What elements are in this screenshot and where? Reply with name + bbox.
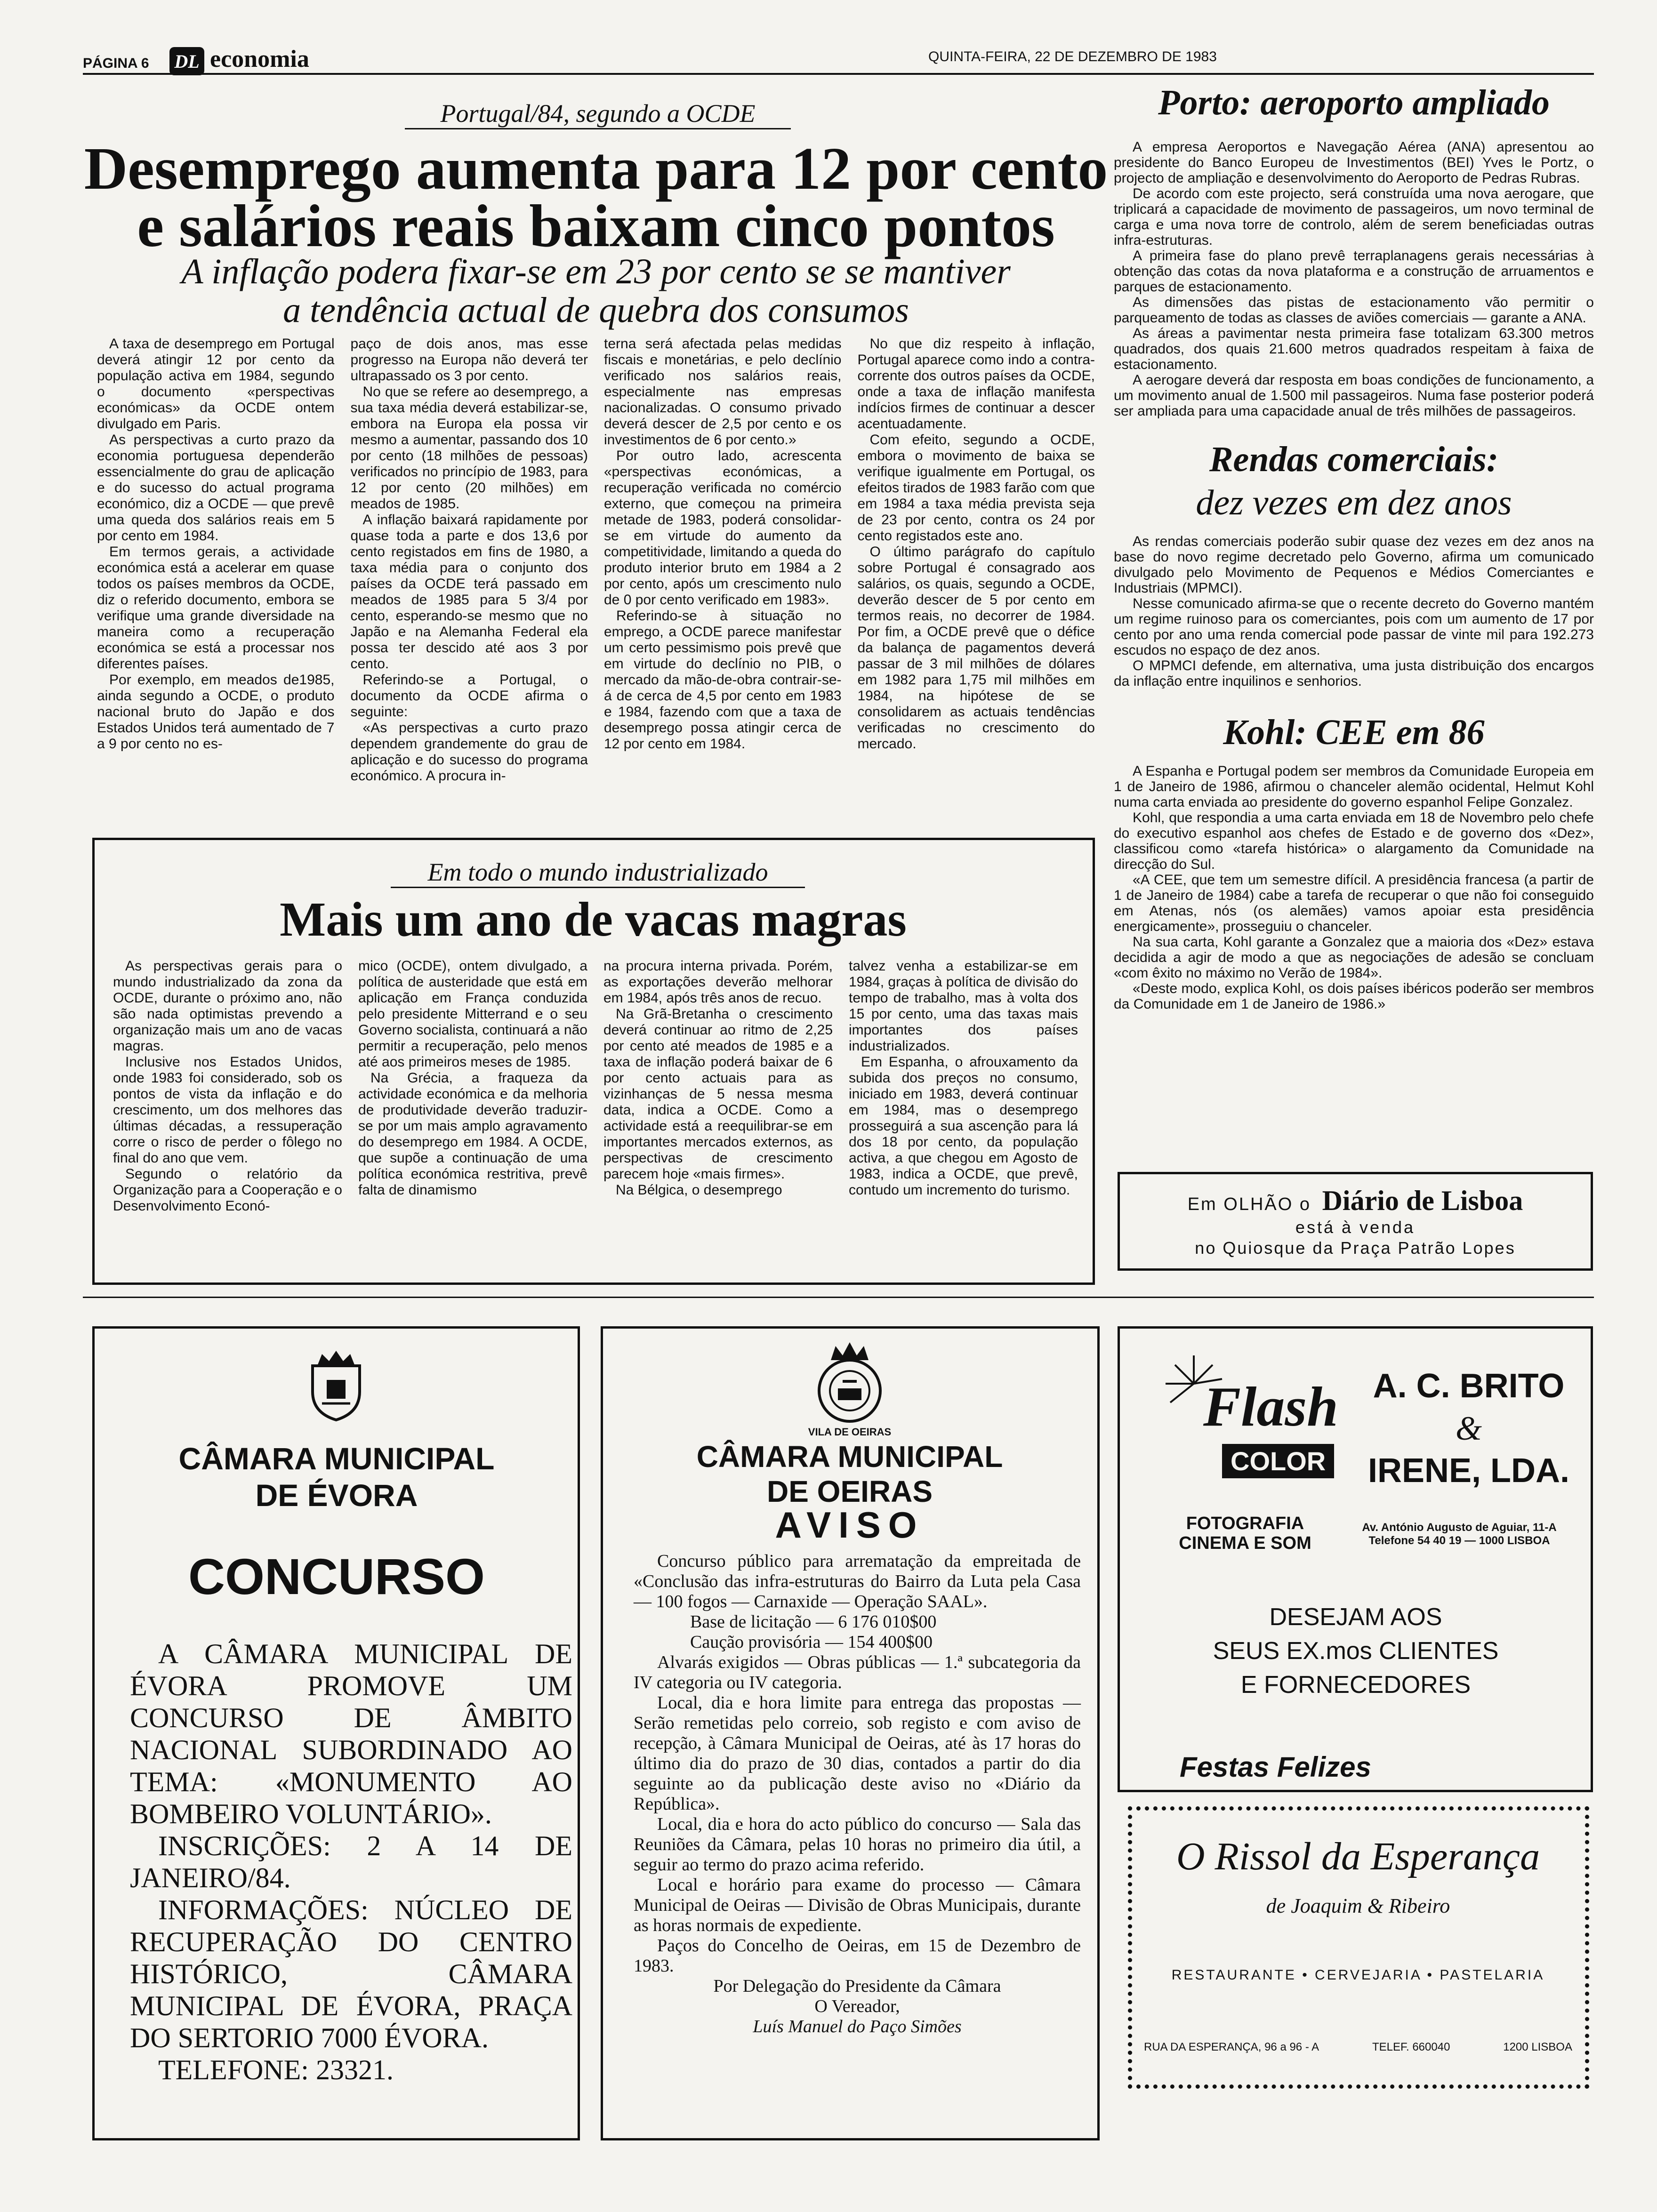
paragraph: Nesse comunicado afirma-se que o recente decreto do Governo mantém um regime ruinoso para os comerciantes, pois com um aumento de 17 por cento por ano uma renda comercial pode passar de vinte mil para 192.273 escudos no espaço de dez anos. [1114, 596, 1594, 658]
world-col-1 [113, 958, 342, 1278]
paragraph: Alvarás exigidos — Obras públicas — 1.ª subcategoria da IV categoria ou IV categoria. [634, 1652, 1081, 1692]
rissol-phone: TELEF. 660040 [1372, 2041, 1450, 2053]
flash-color-logo [1166, 1355, 1344, 1497]
oeiras-seal-text: VILA DE OEIRAS [808, 1426, 892, 1438]
header-rule [83, 73, 1594, 75]
section-title: economia [210, 46, 309, 72]
oeiras-body [634, 1551, 1081, 2037]
paragraph: Local, dia e hora do acto público do concurso — Sala das Reuniões da Câmara, pelas 10 horas no primeiro dia útil, a seguir ao termo do prazo acima referido. [634, 1814, 1081, 1875]
paragraph: Por outro lado, acrescenta «perspectivas económicas, a recuperação verificada no comércio externo, que começou na primeira metade de 1983, poderá consolidar-se em virtude do aumento da competitividade, limitando a queda do produto interior bruto em 1984 a 2 por cento, após um crescimento nulo de 0 por cento verificado em 1983». [604, 448, 842, 608]
olhao-prefix: Em OLHÃO o [1187, 1194, 1311, 1214]
olhao-line-1 [1120, 1185, 1591, 1217]
brito-address [1327, 1521, 1591, 1547]
brito-name-2: IRENE, LDA. [1367, 1452, 1570, 1490]
brito-amp: & [1455, 1410, 1482, 1447]
olhao-line-3: no Quiosque da Praça Patrão Lopes [1195, 1238, 1516, 1258]
paragraph: As dimensões das pistas de estacionamento vão permitir o parqueamento de todas as classes de aviões comerciais — garante a ANA. [1114, 295, 1594, 326]
rendas-headline-1: Rendas comerciais: [1209, 440, 1499, 479]
paragraph: Local e horário para exame do processo — Câmara Municipal de Oeiras — Divisão de Obras Municipais, durante as horas normais de expediente. [634, 1875, 1081, 1935]
porto-headline: Porto: aeroporto ampliado [1158, 83, 1550, 122]
paragraph: A aerogare deverá dar resposta em boas condições de funcionamento, a um movimento anual de 1.500 mil passageiros. Numa fase posterior poderá ser ampliada para uma capacidade anual de três milhões de passageiros. [1114, 372, 1594, 419]
flash-logo-text: Flash [1203, 1375, 1338, 1438]
brito-wish-1: DESEJAM AOS [1269, 1603, 1442, 1631]
main-deck-2: a tendência actual de quebra dos consumos [283, 290, 909, 330]
paragraph: na procura interna privada. Porém, as exportações deverão melhorar em 1984, após três anos de recuo. [603, 958, 833, 1006]
paragraph: A CÂMARA MUNICIPAL DE ÉVORA PROMOVE UM CONCURSO DE ÂMBITO NACIONAL SUBORDINADO AO TEMA: «MONUMENTO AO BOMBEIRO VOLUNTÁRIO». [130, 1638, 572, 1829]
paragraph: Referindo-se a Portugal, o documento da OCDE afirma o seguinte: [350, 672, 588, 720]
evora-title [104, 1440, 570, 1514]
paragraph: INFORMAÇÕES: NÚCLEO DE RECUPERAÇÃO DO CENTRO HISTÓRICO, CÂMARA MUNICIPAL DE ÉVORA, PRAÇA DO SERTORIO 7000 ÉVORA. [130, 1894, 572, 2053]
paragraph: terna será afectada pelas medidas fiscais e monetárias, e pelo declínio verificado nos salários reais, especialmente nas empresas nacionalizadas. O consumo privado deverá descer de 2,5 por cento e os investimentos de 6 por cento.» [604, 336, 842, 448]
paragraph: mico (OCDE), ontem divulgado, a política de austeridade que está em aplicação em França conduzida pelo presidente Mitterrand e o seu Governo socialista, continuará a não permitir a recuperação, pelo menos até aos primeiros meses de 1985. [358, 958, 587, 1070]
paragraph: A primeira fase do plano prevê terraplanagens gerais necessárias à obtenção das cotas da nova plataforma e a construção de arruamentos e parques de estacionamento. [1114, 248, 1594, 295]
world-col-2 [358, 958, 587, 1278]
paragraph: A taxa de desemprego em Portugal deverá atingir 12 por cento da população activa em 1984, segundo o documento «perspectivas económicas» da OCDE ontem divulgado em Paris. [97, 336, 335, 432]
rendas-body [1114, 534, 1594, 689]
kohl-body [1114, 763, 1594, 1012]
main-col-2 [351, 336, 588, 840]
main-kicker-text: Portugal/84, segundo a OCDE [440, 99, 756, 128]
paragraph: Concurso público para arrematação da empreitada de «Conclusão das infra-estruturas do Bairro da Luta pela Casa — 100 fogos — Carnaxide — Operação SAAL». [634, 1551, 1081, 1611]
paragraph: As rendas comerciais poderão subir quase dez vezes em dez anos na base do novo regime decretado pelo Governo, afirma um comunicado divulgado pelo Movimento de Pequenos e Médios Comerciantes e Industriais (MPMCI). [1114, 534, 1594, 596]
paragraph: Local, dia e hora limite para entrega das propostas — Serão remetidas pelo correio, sob registo e com aviso de recepção, à Câmara Municipal de Oeiras, até às 17 horas do último dia do prazo de 30 dias, contados a partir do dia seguinte ao da publicação deste aviso no «Diário da República». [634, 1693, 1081, 1814]
paragraph: «Deste modo, explica Kohl, os dois países ibéricos poderão ser membros da Comunidade em 1 de Janeiro de 1986.» [1114, 981, 1594, 1012]
oeiras-title-2: DE OEIRAS [766, 1475, 933, 1508]
paragraph: Inclusive nos Estados Unidos, onde 1983 foi considerado, sob os pontos de vista da inflação e do crescimento, um dos melhores das últimas décadas, a ressuperação corre o risco de perder o fôlego no final do ano que vem. [113, 1054, 342, 1166]
brito-address-2: Telefone 54 40 19 — 1000 LISBOA [1368, 1534, 1550, 1547]
rendas-headline-2: dez vezes em dez anos [1196, 483, 1512, 522]
main-headline-2: e salários reais baixam cinco pontos [137, 192, 1055, 259]
main-col-3 [604, 336, 842, 840]
main-headline-1: Desemprego aumenta para 12 por cento [84, 135, 1108, 202]
rissol-types: RESTAURANTE • CERVEJARIA • PASTELARIA [1171, 1967, 1545, 1983]
world-col-4 [849, 958, 1078, 1278]
paragraph: Em Espanha, o afrouxamento da subida dos preços no consumo, iniciado em 1983, deverá continuar em 1984, mas o desemprego prosseguirá a sua ascenção para lá dos 18 por cento, da população activa, a que chegou em Agosto de 1983, indica a OCDE, que prevê, contudo um incremento do turismo. [849, 1054, 1078, 1198]
rissol-city: 1200 LISBOA [1503, 2041, 1572, 2053]
evora-body [130, 1638, 572, 2086]
paragraph: O MPMCI defende, em alternativa, uma justa distribuição dos encargos da inflação entre inquilinos e senhorios. [1114, 658, 1594, 689]
right-column [1114, 80, 1594, 1012]
paragraph: No que se refere ao desemprego, a sua taxa média deverá estabilizar-se, embora na Europa ela possa vir mesmo a aumentar, passando dos 10 por cento (18 milhões de pessoas) verificados no princípio de 1983, para 12 por cento (20 milhões) em meados de 1985. [350, 384, 588, 512]
paragraph: A empresa Aeroportos e Navegação Aérea (ANA) apresentou ao presidente do Banco Europeu de Investimentos (BEI) Yves le Portz, o projecto de ampliação e desenvolvimento do Aeroporto de Pedras Rubras. [1114, 139, 1594, 186]
olhao-ad-box [1118, 1172, 1593, 1271]
paragraph: Na sua carta, Kohl garante a Gonzalez que a maioria dos «Dez» estava decidida a agir de modo a que as negociações de adesão se concluam «com êxito no máximo no Verão de 1984». [1114, 934, 1594, 981]
paragraph: paço de dois anos, mas esse progresso na Europa não deverá ter ultrapassado os 3 por cento. [350, 336, 588, 384]
main-kicker [405, 99, 791, 129]
brito-wish-3: E FORNECEDORES [1240, 1671, 1471, 1699]
paragraph: As áreas a pavimentar nesta primeira fase totalizam 63.300 metros quadrados, dos quais 21.600 metros quadrados respeitam à faixa de estacionamento. [1114, 326, 1594, 372]
paragraph: O último parágrafo do capítulo sobre Portugal é consagrado aos salários, os quais, segundo a OCDE, deverão descer de 5 por cento em termos reais, no decorrer de 1984. Por fim, a OCDE prevê que o défice da balança de pagamentos deverá passar de 3 mil milhões de dólares em 1982 para 1,75 mil milhões em 1984, na hipótese de se consolidarem as actuais tendências verificadas no crescimento do mercado. [857, 544, 1095, 752]
paragraph: talvez venha a estabilizar-se em 1984, graças à política de divisão do tempo de trabalho, mas à volta dos 15 por cento, uma das taxas mais importantes dos países industrializados. [849, 958, 1078, 1054]
paragraph: «As perspectivas a curto prazo dependem grandemente do grau de aplicação e do sucesso do programa económico. A procura in- [350, 720, 588, 784]
main-col-4 [858, 336, 1095, 840]
paragraph: Base de licitação — 6 176 010$00 [690, 1612, 937, 1632]
brito-name [1351, 1365, 1586, 1492]
oeiras-title [612, 1439, 1087, 1509]
brito-address-1: Av. António Augusto de Aguiar, 11-A [1362, 1521, 1557, 1534]
section-divider [83, 1297, 1594, 1298]
world-col-3 [603, 958, 833, 1278]
paragraph: Por exemplo, em meados de1985, ainda segundo a OCDE, o produto nacional bruto do Japão e dos Estados Unidos terá aumentado de 7 a 9 por cento no es- [97, 672, 335, 752]
brito-sub-1: FOTOGRAFIA [1186, 1514, 1304, 1533]
world-headline: Mais um ano de vacas magras [280, 892, 907, 946]
paragraph: «A CEE, que tem um semestre difícil. A presidência francesa (a partir de 1 de Janeiro de 1984) cabe a tarefa de recuperar o que não foi conseguido em Atenas, nós (os alemães) vamos apoiar esta presidência energicamente», prosseguiu o chanceler. [1114, 872, 1594, 934]
paragraph: Na Grã-Bretanha o crescimento deverá continuar ao ritmo de 2,25 por cento até meados de 1985 e a taxa de inflação poderá baixar de 6 por cento actuais para as vizinhanças de 5 nessa mesma data, indica a OCDE. Como a actividade está a reequilibrar-se em importantes mercados externos, as perspectivas de crescimento parecem hoje «mais firmes». [603, 1006, 833, 1182]
world-article-body [113, 958, 1078, 1278]
paragraph: No que diz respeito à inflação, Portugal aparece como indo a contra-corrente dos outros países da OCDE, onde a taxa de inflação manifesta indícios firmes de continuar a descer acentuadamente. [857, 336, 1095, 432]
evora-crest-icon [298, 1347, 374, 1422]
main-col-1 [97, 336, 335, 840]
oeiras-title-1: CÂMARA MUNICIPAL [696, 1440, 1003, 1474]
paragraph: As perspectivas a curto prazo da economia portuguesa dependerão essencialmente do grau de aplicação e do sucesso do actual programa económico, diz a OCDE — que prevê uma queda dos salários reais em 5 por cento em 1984. [97, 432, 335, 544]
festas-felizes: Festas Felizes [1180, 1751, 1371, 1783]
brito-name-1: A. C. BRITO [1373, 1367, 1565, 1405]
paragraph: Paços do Concelho de Oeiras, em 15 de Dezembro de 1983. [634, 1936, 1081, 1976]
brito-sub [1167, 1514, 1323, 1553]
paragraph: A Espanha e Portugal podem ser membros da Comunidade Europeia em 1 de Janeiro de 1986, afirmou o chanceler alemão ocidental, Helmut Kohl numa carta enviada ao presidente do governo espanhol Felipe Gonzalez. [1114, 763, 1594, 810]
diario-de-lisboa-brand: Diário de Lisboa [1322, 1185, 1523, 1216]
paragraph: De acordo com este projecto, será construída uma nova aerogare, que triplicará a capacidade de movimento de passageiros, um novo terminal de carga e uma nova torre de controlo, além de serem beneficiadas outras infra-estruturas. [1114, 186, 1594, 248]
rissol-footer [1144, 2041, 1572, 2054]
oeiras-seal-icon [810, 1337, 890, 1431]
brito-wishes [1130, 1600, 1582, 1702]
oeiras-signature-3: Luís Manuel do Paço Simões [753, 2017, 962, 2036]
oeiras-signature-1: Por Delegação do Presidente da Câmara [713, 1976, 1001, 1996]
paragraph: Em termos gerais, a actividade económica está a acelerar em quase todos os países membros da OCDE, diz o referido documento, embora se verifique uma grande diversidade na maneira como a recuperação económica se está a processar nos diferentes países. [97, 544, 335, 672]
rissol-owners: de Joaquim & Ribeiro [1266, 1894, 1450, 1917]
brito-sub-2: CINEMA E SOM [1179, 1533, 1311, 1553]
paragraph: Com efeito, segundo a OCDE, embora o movimento de baixa se verifique igualmente em Portugal, os efeitos tirados de 1983 farão com que em 1984 a taxa média prevista seja de 23 por cento, contra os 24 por cento registados este ano. [857, 432, 1095, 544]
oeiras-heading: AVISO [775, 1504, 925, 1546]
world-kicker [391, 858, 805, 888]
paragraph: Kohl, que respondia a uma carta enviada em 18 de Novembro pelo chefe do executivo espanhol aos chefes de Estado e de governo dos «Dez», classificou como «tarefa histórica» o alargamento da Comunidade na direcção do Sul. [1114, 810, 1594, 872]
page-number: PÁGINA 6 [83, 56, 149, 71]
paragraph: Na Grécia, a fraqueza da actividade económica e da melhoria de produtividade deverão traduzir-se por um mais amplo agravamento do desemprego em 1984. A OCDE, que supõe a continuação de uma política económica restritiva, prevê falta de dinamismo [358, 1070, 587, 1198]
world-kicker-text: Em todo o mundo industrializado [427, 858, 768, 886]
paragraph: Na Bélgica, o desemprego [616, 1182, 782, 1198]
paragraph: Segundo o relatório da Organização para a Cooperação e o Desenvolvimento Econó- [113, 1166, 342, 1214]
evora-title-1: CÂMARA MUNICIPAL [178, 1441, 495, 1476]
paragraph: A inflação baixará rapidamente por quase toda a parte e dos 13,6 por cento registados em fins de 1980, a taxa média para o conjunto dos países da OCDE terá passado em meados de 1985 para 5 3/4 por cento, esperando-se mesmo que no Japão e na Alemanha Federal ela possa ter descido até aos 3 por cento. [350, 512, 588, 672]
paragraph: Referindo-se à situação no emprego, a OCDE parece manifestar um certo pessimismo pois prevê que em virtude do declínio no PIB, o mercado da mão-de-obra contrair-se-á de cerca de 4,5 por cento em 1983 e 1984, fazendo com que a taxa de desemprego possa atingir cerca de 12 por cento em 1984. [604, 608, 842, 752]
porto-body [1114, 139, 1594, 419]
logo-text: DL [174, 50, 200, 72]
masthead-logo-icon [169, 47, 204, 75]
olhao-line-2: está à venda [1295, 1218, 1416, 1237]
evora-heading: CONCURSO [188, 1548, 485, 1605]
main-article-body [97, 336, 1095, 840]
paragraph: Caução provisória — 154 400$00 [690, 1632, 933, 1652]
evora-title-2: DE ÉVORA [255, 1478, 418, 1513]
paragraph: INSCRIÇÕES: 2 A 14 DE JANEIRO/84. [130, 1830, 572, 1893]
oeiras-signature-2: O Vereador, [814, 1996, 900, 2016]
rissol-name: O Rissol da Esperança [1176, 1835, 1540, 1878]
main-deck-1: A inflação podera fixar-se em 23 por cento se se mantiver [181, 252, 1011, 291]
kohl-headline: Kohl: CEE em 86 [1223, 713, 1485, 752]
paragraph: As perspectivas gerais para o mundo industrializado da zona da OCDE, durante o próximo ano, não são nada optimistas prevendo a organização mais um ano de vacas magras. [113, 958, 342, 1054]
paragraph: TELEFONE: 23321. [158, 2054, 394, 2085]
header-date: QUINTA-FEIRA, 22 DE DEZEMBRO DE 1983 [928, 49, 1217, 64]
rissol-address: RUA DA ESPERANÇA, 96 a 96 - A [1144, 2041, 1319, 2053]
brito-wish-2: SEUS EX.mos CLIENTES [1213, 1637, 1499, 1665]
color-logo-text: COLOR [1222, 1444, 1334, 1478]
